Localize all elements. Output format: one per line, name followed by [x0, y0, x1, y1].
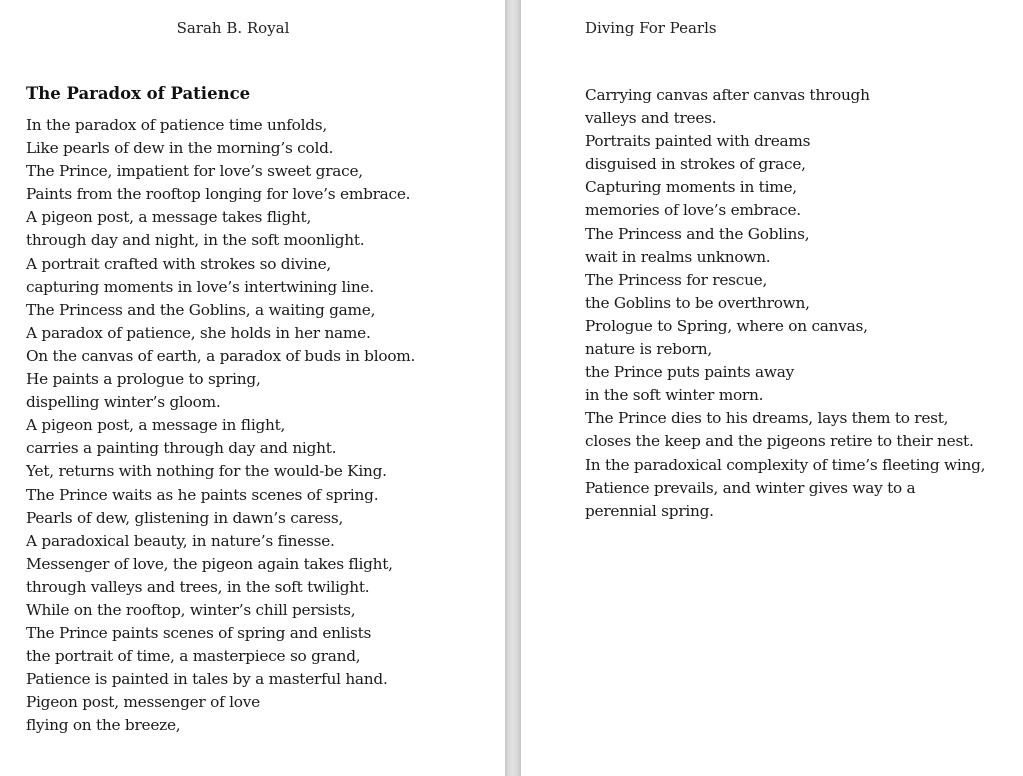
poem-line: Patience is painted in tales by a masterful hand.: [26, 670, 388, 689]
running-head-book-title: Diving For Pearls: [585, 19, 717, 37]
poem-line: While on the rooftop, winter’s chill persists,: [26, 600, 356, 619]
poem-title: The Paradox of Patience: [26, 84, 251, 103]
poem-line: Messenger of love, the pigeon again takes flight,: [26, 554, 393, 573]
book-spine-gutter: [505, 0, 521, 776]
poem-line: A paradox of patience, she holds in her name.: [26, 323, 371, 342]
poem-line: the portrait of time, a masterpiece so grand,: [26, 647, 361, 666]
poem-line: in the soft winter morn.: [585, 386, 764, 405]
poem-line: Patience prevails, and winter gives way to a: [585, 478, 916, 497]
poem-line: Capturing moments in time,: [585, 178, 797, 197]
poem-line: Paints from the rooftop longing for love’s embrace.: [26, 185, 411, 204]
poem-line: carries a painting through day and night.: [26, 439, 337, 458]
poem-line: The Prince waits as he paints scenes of spring.: [26, 485, 379, 504]
poem-line: closes the keep and the pigeons retire to their nest.: [585, 432, 974, 451]
poem-line: Portraits painted with dreams: [585, 132, 811, 151]
running-head-author: Sarah B. Royal: [176, 19, 290, 37]
poem-line: disguised in strokes of grace,: [585, 155, 806, 174]
poem-line: The Princess for rescue,: [585, 270, 768, 289]
poem-line: Yet, returns with nothing for the would-be King.: [26, 462, 387, 481]
poem-line: A pigeon post, a message takes flight,: [26, 208, 312, 227]
poem-line: wait in realms unknown.: [585, 247, 771, 266]
poem-line: The Princess and the Goblins,: [585, 224, 810, 243]
poem-line: through day and night, in the soft moonlight.: [26, 231, 365, 250]
poem-line: Like pearls of dew in the morning’s cold.: [26, 139, 334, 158]
poem-line: valleys and trees.: [585, 109, 717, 128]
poem-line: Pigeon post, messenger of love: [26, 693, 260, 712]
poem-line: The Prince, impatient for love’s sweet grace,: [26, 162, 363, 181]
poem-line: In the paradox of patience time unfolds,: [26, 116, 328, 134]
poem-line: In the paradoxical complexity of time’s fleeting wing,: [585, 455, 986, 474]
poem-line: the Goblins to be overthrown,: [585, 293, 810, 312]
poem-line: The Princess and the Goblins, a waiting game,: [26, 300, 376, 319]
poem-line: nature is reborn,: [585, 340, 712, 359]
right-page[interactable]: [521, 0, 1023, 776]
poem-line: memories of love’s embrace.: [585, 201, 801, 220]
poem-line: Carrying canvas after canvas through: [585, 86, 870, 104]
poem-line: through valleys and trees, in the soft twilight.: [26, 577, 370, 596]
poem-line: A pigeon post, a message in flight,: [26, 416, 286, 435]
poem-line: Prologue to Spring, where on canvas,: [585, 316, 868, 335]
poem-lines-continued: [585, 84, 985, 523]
poem-line: A paradoxical beauty, in nature’s finesse.: [26, 531, 335, 550]
poem-line: Pearls of dew, glistening in dawn’s caress,: [26, 508, 344, 527]
poem-line: flying on the breeze,: [26, 716, 181, 735]
poem-line: capturing moments in love’s intertwining line.: [26, 277, 374, 296]
poem-line: The Prince dies to his dreams, lays them to rest,: [585, 409, 949, 428]
left-page[interactable]: [0, 0, 505, 776]
poem-line: the Prince puts paints away: [585, 363, 794, 382]
poem-line: He paints a prologue to spring,: [26, 370, 261, 389]
poem-line: A portrait crafted with strokes so divine,: [26, 254, 332, 273]
poem-line: perennial spring.: [585, 501, 714, 520]
poem-line: dispelling winter’s gloom.: [26, 393, 221, 412]
poem-line: On the canvas of earth, a paradox of buds in bloom.: [26, 346, 416, 365]
poem-line: The Prince paints scenes of spring and enlists: [26, 624, 372, 643]
poem-lines: [26, 114, 415, 738]
